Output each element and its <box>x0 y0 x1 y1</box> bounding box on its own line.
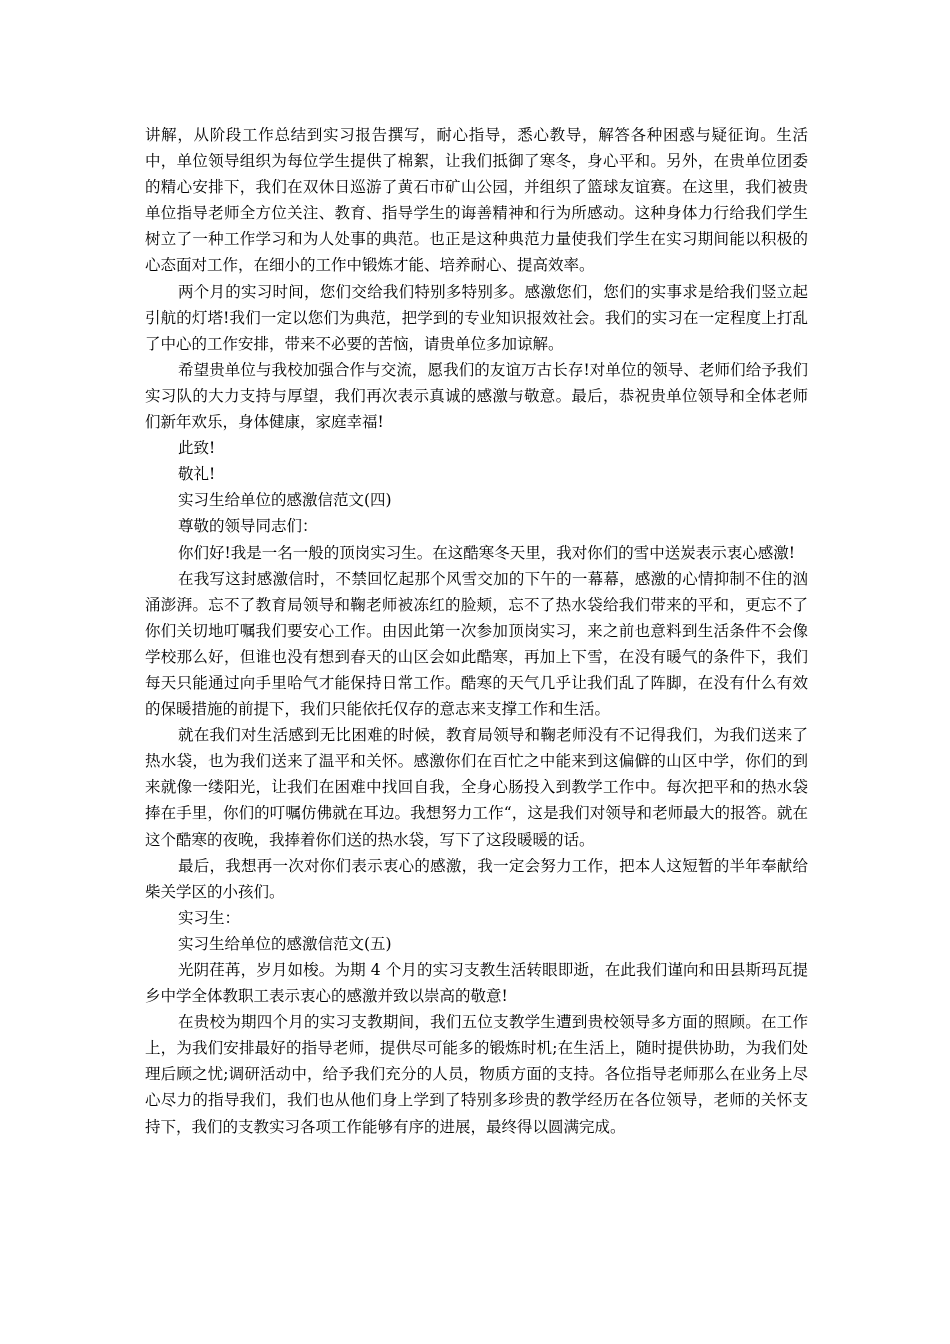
paragraph-gratitude-two-months: 两个月的实习时间，您们交给我们特别多特别多。感激您们，您们的实事求是给我们竖立起引航的灯塔!我们一定以您们为典范，把学到的专业知识报效社会。我们的实习在一定程度上打乱了中心的工作安排，带来不必要的苦恼，请贵单位多加谅解。 <box>145 282 808 353</box>
letter-body <box>145 122 808 1140</box>
paragraph-continued-intro: 讲解，从阶段工作总结到实习报告撰写，耐心指导，悉心教导，解答各种困惑与疑征询。生活中，单位领导组织为每位学生提供了棉絮，让我们抵御了寒冬，身心平和。另外，在贵单位团委的精心安排下，我们在双休日巡游了黄石市矿山公园，并组织了篮球友谊赛。在这里，我们被贵单位指导老师全方位关注、教育、指导学生的诲善精神和行为所感动。这种身体力行给我们学生树立了一种工作学习和为人处事的典范。也正是这种典范力量使我们学生在实习期间能以积极的心态面对工作，在细小的工作中锻炼才能、培养耐心、提高效率。 <box>145 126 808 275</box>
section-heading-five: 实习生给单位的感激信范文(五) <box>178 934 392 953</box>
paragraph-support-teaching: 在贵校为期四个月的实习支教期间，我们五位支教学生遭到贵校领导多方面的照顾。在工作上，为我们安排最好的指导老师，提供尽可能多的锻炼时机;在生活上，随时提供协助，为我们处理后顾之忧;调研活动中，给予我们充分的人员，物质方面的支持。各位指导老师那么在业务上尽心尽力的指导我们，我们也从他们身上学到了特别多珍贵的教学经历在各位领导，老师的关怀支持下，我们的支教实习各项工作能够有序的进展，最终得以圆满完成。 <box>145 1013 808 1136</box>
paragraph-hot-water-bags: 就在我们对生活感到无比困难的时候，教育局领导和鞠老师没有不记得我们，为我们送来了热水袋，也为我们送来了温平和关怀。感激你们在百忙之中能来到这偏僻的山区中学，你们的到来就像一缕阳光，让我们在困难中找回自我，全身心肠投入到教学工作中。每次把平和的热水袋捧在手里，你们的叮嘱仿佛就在耳边。我想努力工作“，这是我们对领导和老师最大的报答。就在这个酷寒的夜晚，我捧着你们送的热水袋，写下了这段暖暖的话。 <box>145 726 808 849</box>
section-heading-four: 实习生给单位的感激信范文(四) <box>178 491 392 510</box>
paragraph-recollection: 在我写这封感激信时，不禁回忆起那个风雪交加的下午的一幕幕，感激的心情抑制不住的汹涌澎湃。忘不了教育局领导和鞠老师被冻红的脸颊，忘不了热水袋给我们带来的平和，更忘不了你们关切地叮嘱我们要安心工作。由因此第一次参加顶岗实习，来之前也意料到生活条件不会像学校那么好，但谁也没有想到春天的山区会如此酷寒，再加上下雪，在没有暖气的条件下，我们每天只能通过向手里哈气才能保持日常工作。酷寒的天气几乎让我们乱了阵脚，在没有什么有效的保暖措施的前提下，我们只能依托仅存的意志来支撑工作和生活。 <box>145 569 808 719</box>
signature-line: 实习生： <box>178 908 241 927</box>
paragraph-final-thanks: 最后，我想再一次对你们表示衷心的感激，我一定会努力工作，把本人这短暂的半年奉献给柴关学区的小孩们。 <box>145 856 808 901</box>
paragraph-self-intro: 你们好!我是一名一般的顶岗实习生。在这酷寒冬天里，我对你们的雪中送炭表示衷心感激! <box>178 543 795 562</box>
paragraph-cooperation-wishes: 希望贵单位与我校加强合作与交流，愿我们的友谊万古长存!对单位的领导、老师们给予我们实习队的大力支持与厚望，我们再次表示真诚的感激与敬意。最后，恭祝贵单位领导和全体老师们新年欢乐，身体健康，家庭幸福! <box>145 360 808 432</box>
closing-salutation: 此致! <box>178 439 216 458</box>
closing-regards: 敬礼! <box>178 465 216 484</box>
paragraph-time-flies: 光阴荏苒，岁月如梭。为期 4 个月的实习支教生活转眼即逝，在此我们谨向和田县斯玛瓦提乡中学全体教职工表示衷心的感激并致以崇高的敬意! <box>145 961 808 1006</box>
letter-greeting: 尊敬的领导同志们： <box>178 517 318 536</box>
